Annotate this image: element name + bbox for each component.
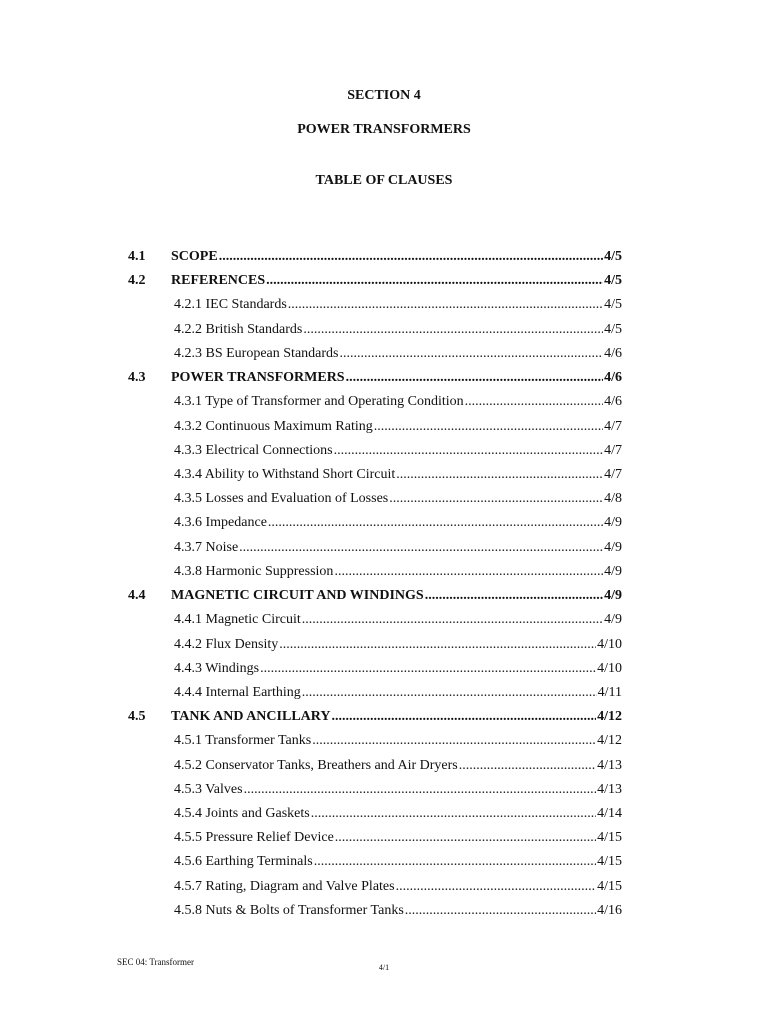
clause-line xyxy=(171,249,622,265)
clause-line xyxy=(174,612,622,628)
clause-title: POWER TRANSFORMERS xyxy=(171,370,345,386)
clause-page-number: 4/5 xyxy=(604,273,622,289)
toc-clause-row xyxy=(0,706,768,730)
toc-subclause-row xyxy=(0,755,768,779)
clause-page-number: 4/9 xyxy=(604,612,622,628)
clause-page-number: 4/15 xyxy=(597,878,622,894)
dot-leader xyxy=(314,854,596,870)
clause-page-number: 4/9 xyxy=(604,539,622,555)
clause-line xyxy=(174,394,622,410)
clause-number: 4.3 xyxy=(128,370,146,386)
toc-subclause-row xyxy=(0,391,768,415)
clause-line xyxy=(171,370,622,386)
toc-subclause-row xyxy=(0,827,768,851)
dot-leader xyxy=(339,346,603,362)
clause-page-number: 4/11 xyxy=(597,684,622,700)
clause-line xyxy=(174,297,622,313)
toc-subclause-row xyxy=(0,440,768,464)
toc-clause-row xyxy=(0,585,768,609)
dot-leader xyxy=(288,297,603,313)
clause-number: 4.2 xyxy=(128,273,146,289)
dot-leader xyxy=(219,249,603,265)
toc-subclause-row xyxy=(0,319,768,343)
clause-number: 4.1 xyxy=(128,249,146,264)
clause-line xyxy=(171,273,622,289)
clause-title: 4.2.1 IEC Standards xyxy=(174,297,287,313)
clause-page-number: 4/15 xyxy=(597,854,622,870)
footer-section-label: SEC 04: Transformer xyxy=(117,957,195,967)
clause-title: 4.5.6 Earthing Terminals xyxy=(174,854,313,870)
clause-page-number: 4/16 xyxy=(597,902,622,918)
clause-title: 4.5.8 Nuts & Bolts of Transformer Tanks xyxy=(174,902,404,918)
clause-title: 4.5.3 Valves xyxy=(174,781,243,797)
dot-leader xyxy=(374,419,603,435)
toc-subclause-row xyxy=(0,876,768,900)
dot-leader xyxy=(244,782,597,798)
clause-page-number: 4/13 xyxy=(597,781,622,797)
clause-line xyxy=(174,733,622,749)
clause-title: 4.2.2 British Standards xyxy=(174,321,303,337)
clause-line xyxy=(174,322,622,338)
clause-title: 4.3.1 Type of Transformer and Operating Condition xyxy=(174,394,464,410)
clause-title: 4.4.3 Windings xyxy=(174,660,260,676)
clause-title: 4.5.1 Transformer Tanks xyxy=(174,733,312,749)
clause-line xyxy=(174,540,622,556)
clause-title: 4.4.2 Flux Density xyxy=(174,636,279,652)
clause-title: 4.3.3 Electrical Connections xyxy=(174,442,333,458)
dot-leader xyxy=(266,273,603,289)
toc-subclause-row xyxy=(0,512,768,536)
clause-line xyxy=(174,806,622,822)
clause-page-number: 4/5 xyxy=(604,321,622,337)
toc-clause-row xyxy=(0,246,768,270)
clause-line xyxy=(174,443,622,459)
toc-subclause-row xyxy=(0,537,768,561)
clause-line xyxy=(174,346,622,362)
clause-line xyxy=(174,879,622,895)
toc-clause-row xyxy=(0,270,768,294)
clause-page-number: 4/6 xyxy=(604,394,622,410)
toc-subclause-row xyxy=(0,851,768,875)
clause-line xyxy=(174,564,622,580)
clause-page-number: 4/9 xyxy=(604,515,622,531)
dot-leader xyxy=(346,370,604,386)
clause-title: 4.5.5 Pressure Relief Device xyxy=(174,830,334,846)
clause-line xyxy=(174,903,622,919)
clause-line xyxy=(174,685,622,701)
clause-title: 4.4.1 Magnetic Circuit xyxy=(174,612,301,628)
clause-line xyxy=(174,854,622,870)
clause-page-number: 4/9 xyxy=(604,588,622,604)
clause-page-number: 4/14 xyxy=(597,806,622,822)
clause-page-number: 4/12 xyxy=(597,733,622,749)
clause-line xyxy=(174,515,622,531)
clause-page-number: 4/8 xyxy=(604,491,622,507)
toc-subclause-row xyxy=(0,634,768,658)
clause-title: 4.4.4 Internal Earthing xyxy=(174,684,301,700)
document-title: POWER TRANSFORMERS xyxy=(297,122,471,137)
dot-leader xyxy=(302,685,597,701)
footer-page-number: 4/1 xyxy=(378,963,390,972)
section-heading: SECTION 4 xyxy=(347,88,421,103)
dot-leader xyxy=(396,879,597,895)
dot-leader xyxy=(279,637,596,653)
clause-number: 4.5 xyxy=(128,709,146,725)
clause-line xyxy=(171,588,622,604)
clause-page-number: 4/12 xyxy=(597,709,622,725)
toc-subclause-row xyxy=(0,658,768,682)
clause-title: 4.3.6 Impedance xyxy=(174,515,267,531)
clause-page-number: 4/7 xyxy=(604,466,622,482)
clause-page-number: 4/7 xyxy=(604,418,622,434)
clause-title: 4.5.7 Rating, Diagram and Valve Plates xyxy=(174,878,395,894)
clause-line xyxy=(174,758,622,774)
clause-page-number: 4/13 xyxy=(597,757,622,773)
clause-title: SCOPE xyxy=(171,249,218,264)
dot-leader xyxy=(465,394,603,410)
clause-title: 4.3.5 Losses and Evaluation of Losses xyxy=(174,491,389,507)
clause-page-number: 4/6 xyxy=(604,345,622,361)
dot-leader xyxy=(335,830,596,846)
dot-leader xyxy=(389,491,603,507)
clause-line xyxy=(174,782,622,798)
toc-clause-row xyxy=(0,367,768,391)
clause-line xyxy=(171,709,622,725)
dot-leader xyxy=(260,661,596,677)
toc-subclause-row xyxy=(0,609,768,633)
clause-page-number: 4/10 xyxy=(597,636,622,652)
clause-title: REFERENCES xyxy=(171,273,266,289)
clause-title: 4.3.8 Harmonic Suppression xyxy=(174,563,334,579)
toc-subclause-row xyxy=(0,803,768,827)
toc-subclause-row xyxy=(0,730,768,754)
toc-subclause-row xyxy=(0,464,768,488)
dot-leader xyxy=(396,467,603,483)
clause-title: TANK AND ANCILLARY xyxy=(171,709,331,725)
clause-page-number: 4/7 xyxy=(604,442,622,458)
dot-leader xyxy=(239,540,603,556)
clause-title: 4.5.2 Conservator Tanks, Breathers and Air Dryers xyxy=(174,757,458,773)
clause-title: 4.3.2 Continuous Maximum Rating xyxy=(174,418,373,434)
dot-leader xyxy=(425,588,603,604)
toc-heading: TABLE OF CLAUSES xyxy=(315,173,453,188)
clause-page-number: 4/5 xyxy=(604,249,622,264)
dot-leader xyxy=(334,443,603,459)
clause-page-number: 4/15 xyxy=(597,830,622,846)
clause-page-number: 4/9 xyxy=(604,563,622,579)
clause-line xyxy=(174,491,622,507)
dot-leader xyxy=(302,612,603,628)
dot-leader xyxy=(459,758,596,774)
dot-leader xyxy=(405,903,596,919)
clause-title: 4.3.4 Ability to Withstand Short Circuit xyxy=(174,466,396,482)
dot-leader xyxy=(268,515,603,531)
table-of-clauses xyxy=(0,246,768,924)
toc-subclause-row xyxy=(0,294,768,318)
clause-line xyxy=(174,661,622,677)
clause-title: 4.5.4 Joints and Gaskets xyxy=(174,806,310,822)
clause-page-number: 4/5 xyxy=(604,297,622,313)
clause-line xyxy=(174,637,622,653)
toc-subclause-row xyxy=(0,779,768,803)
clause-line xyxy=(174,419,622,435)
dot-leader xyxy=(312,733,596,749)
dot-leader xyxy=(311,806,596,822)
clause-title: 4.2.3 BS European Standards xyxy=(174,345,339,361)
toc-subclause-row xyxy=(0,900,768,924)
clause-page-number: 4/10 xyxy=(597,660,622,676)
toc-subclause-row xyxy=(0,682,768,706)
toc-subclause-row xyxy=(0,561,768,585)
toc-subclause-row xyxy=(0,488,768,512)
clause-number: 4.4 xyxy=(128,588,146,604)
dot-leader xyxy=(303,322,603,338)
toc-subclause-row xyxy=(0,343,768,367)
clause-title: 4.3.7 Noise xyxy=(174,539,239,555)
toc-subclause-row xyxy=(0,416,768,440)
clause-line xyxy=(174,830,622,846)
clause-line xyxy=(174,467,622,483)
clause-page-number: 4/6 xyxy=(604,370,622,386)
clause-title: MAGNETIC CIRCUIT AND WINDINGS xyxy=(171,588,424,604)
dot-leader xyxy=(332,709,597,725)
dot-leader xyxy=(334,564,603,580)
